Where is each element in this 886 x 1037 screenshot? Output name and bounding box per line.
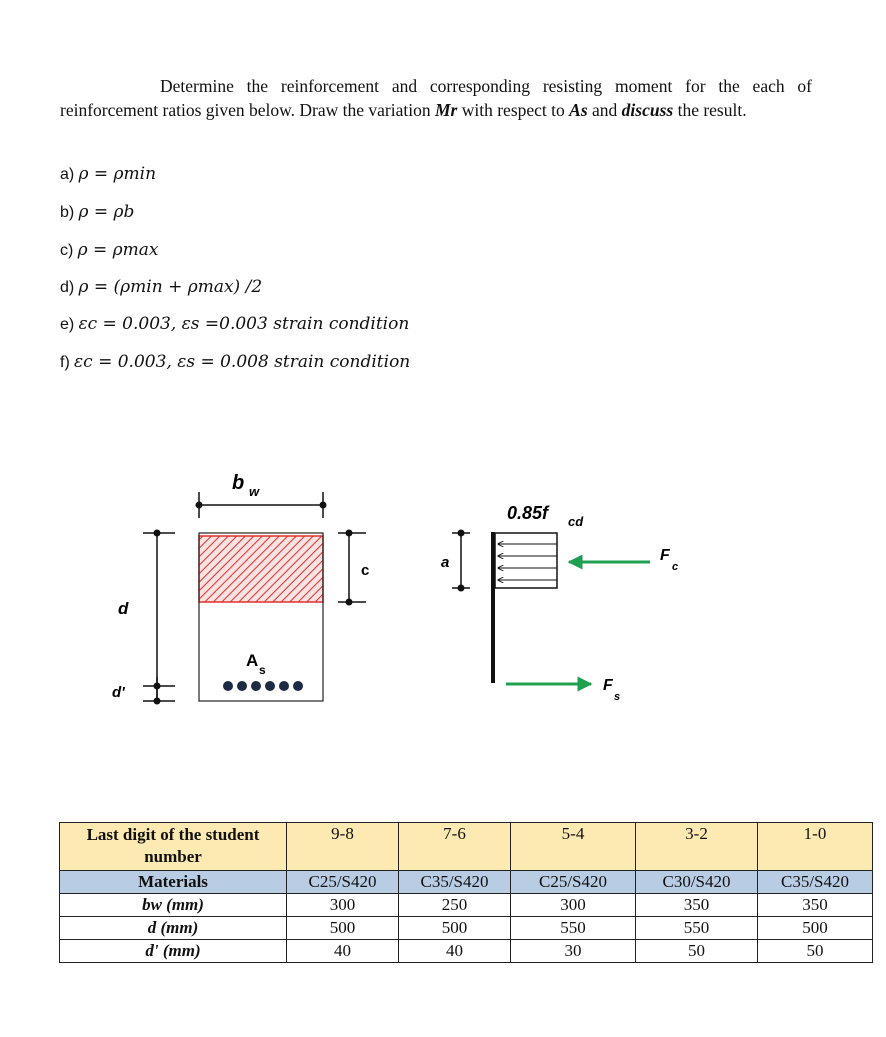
group-header: 7-6 (399, 823, 511, 871)
table-cell: C35/S420 (758, 871, 873, 894)
discuss-word: discuss (621, 100, 674, 120)
d-prime-label: d' (112, 684, 125, 701)
fs-force-arrow (506, 677, 620, 703)
table-cell: C25/S420 (511, 871, 636, 894)
group-header: 9-8 (287, 823, 399, 871)
materials-table (59, 822, 873, 963)
table-cell: 350 (758, 894, 873, 917)
intro-text-2: with respect to (457, 100, 570, 120)
table-row (60, 871, 873, 894)
table-cell: 500 (758, 917, 873, 940)
group-header: 5-4 (511, 823, 636, 871)
bw-dimension (196, 472, 327, 518)
as-label: A (246, 651, 259, 670)
table-row (60, 940, 873, 963)
beam-cross-section (199, 533, 323, 701)
fc-subscript: c (672, 561, 679, 573)
table-cell: C25/S420 (287, 871, 399, 894)
table-cell: 50 (636, 940, 758, 963)
bw-label: b (232, 472, 245, 494)
row-label: Materials (60, 871, 287, 894)
item-b-expr: ρ = ρb (78, 202, 135, 222)
fc-label: F (660, 547, 670, 564)
table-cell: 500 (399, 917, 511, 940)
item-b: b) ρ = ρb (60, 202, 135, 222)
bw-subscript: w (249, 484, 260, 499)
table-cell: 250 (399, 894, 511, 917)
mr-symbol: Mr (434, 100, 458, 120)
table-cell: 300 (511, 894, 636, 917)
table-cell: C30/S420 (636, 871, 758, 894)
table-cell: 30 (511, 940, 636, 963)
beam-section-diagram (0, 440, 886, 740)
item-d: d) ρ = (ρmin + ρmax) /2 (60, 277, 263, 297)
intro-text-4: the result. (673, 100, 747, 120)
table-row (60, 917, 873, 940)
d-dimension (118, 530, 175, 705)
stress-label: 0.85f (507, 503, 549, 523)
table-cell: 40 (287, 940, 399, 963)
c-dimension (338, 530, 369, 606)
table-cell: 500 (287, 917, 399, 940)
stress-subscript: cd (568, 514, 584, 529)
item-a: a) ρ = ρmin (60, 164, 157, 184)
table-cell: 550 (511, 917, 636, 940)
d-label: d (118, 599, 129, 618)
problem-statement (60, 74, 812, 122)
a-label: a (441, 554, 450, 571)
intro-text-3: and (587, 100, 622, 120)
a-dimension (441, 530, 470, 592)
row-label: d (mm) (60, 917, 287, 940)
compression-zone (199, 536, 323, 602)
d-prime-dimension (112, 677, 175, 701)
table-cell: C35/S420 (399, 871, 511, 894)
table-row (60, 894, 873, 917)
table-cell: 50 (758, 940, 873, 963)
table-cell: 550 (636, 917, 758, 940)
item-f: f) εc = 0.003, εs = 0.008 strain condition (60, 352, 411, 372)
row-label: bw (mm) (60, 894, 287, 917)
as-subscript: s (259, 663, 266, 677)
stress-block (493, 503, 584, 683)
item-f-expr: εc = 0.003, εs = 0.008 strain condition (74, 352, 411, 372)
table-cell: 350 (636, 894, 758, 917)
fs-label: F (603, 677, 613, 694)
item-c-expr: ρ = ρmax (77, 240, 159, 260)
rebar-row (223, 681, 303, 691)
item-e: e) εc = 0.003, εs =0.003 strain condition (60, 314, 410, 334)
group-header: 3-2 (636, 823, 758, 871)
header-label: Last digit of the student number (60, 823, 287, 871)
row-label: d' (mm) (60, 940, 287, 963)
as-symbol: As (569, 100, 588, 120)
group-header: 1-0 (758, 823, 873, 871)
c-label: c (361, 562, 370, 579)
item-e-expr: εc = 0.003, εs =0.003 strain condition (78, 314, 410, 334)
item-c: c) ρ = ρmax (60, 240, 159, 260)
table-cell: 40 (399, 940, 511, 963)
table-cell: 300 (287, 894, 399, 917)
fc-force-arrow (569, 547, 678, 573)
fs-subscript: s (614, 691, 621, 703)
table-header-row (60, 823, 873, 871)
item-d-expr: ρ = (ρmin + ρmax) /2 (78, 277, 263, 297)
item-a-expr: ρ = ρmin (78, 164, 157, 184)
intro-text-1: Determine the reinforcement and corresponding resisting moment for the each of reinforcement ratios given below. Draw the variation (60, 76, 812, 120)
